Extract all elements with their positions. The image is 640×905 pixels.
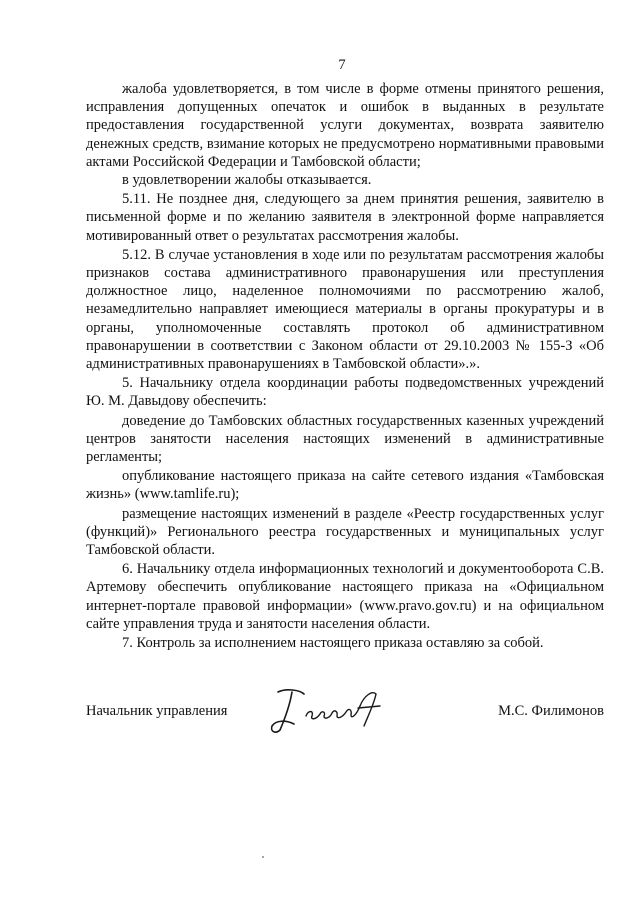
scan-speck: [262, 856, 264, 858]
paragraph-item-5: 5. Начальнику отдела координации работы подведомственных учреждений Ю. М. Давыдову обеспечить:: [86, 375, 604, 410]
page-number: 7: [338, 57, 346, 73]
signatory-position: Начальник управления: [86, 703, 228, 719]
paragraph-5-12: 5.12. В случае установления в ходе или по результатам рассмотрения жалобы признаков состава административного правонарушения или преступления должностное лицо, наделенное полномочиями по рассмотрению жалоб, незамедлительно направляет имеющиеся материалы в органы прокуратуры и в органы, уполномоченные составлять протокол об административном правонарушении в соответствии с Законом области от 29.10.2003 № 155-З «Об административных правонарушениях в Тамбовской области».».: [86, 246, 604, 373]
paragraph-5-11: 5.11. Не позднее дня, следующего за днем принятия решения, заявителю в письменной форме и по желанию заявителя в электронной форме направляется мотивированный ответ о результатах рассмотрения жалобы.: [86, 191, 604, 244]
paragraph-item-5-publish: опубликование настоящего приказа на сайте сетевого издания «Тамбовская жизнь» (www.tamlife.ru);: [86, 468, 604, 503]
paragraph-item-6: 6. Начальнику отдела информационных технологий и документооборота С.В. Артемову обеспечить опубликование настоящего приказа на «Официальном интернет-портале правовой информации» (www.pravo.gov.ru) и на официальном сайте управления труда и занятости населения области.: [86, 561, 604, 632]
signatory-name: М.С. Филимонов: [498, 703, 604, 719]
signature-block: [86, 686, 604, 746]
paragraph-complaint-refused: в удовлетворении жалобы отказывается.: [122, 172, 372, 189]
document-body: [86, 80, 604, 652]
paragraph-item-5-bring: доведение до Тамбовских областных государственных казенных учреждений центров занятости населения настоящих изменений в административные регламенты;: [86, 412, 604, 466]
handwritten-signature: [264, 686, 394, 736]
paragraph-complaint-satisfied: жалоба удовлетворяется, в том числе в форме отмены принятого решения, исправления допущенных опечаток и ошибок в выданных в результате предоставления государственной услуги документах, возврата заявителю денежных средств, взимание которых не предусмотрено нормативными правовыми актами Российской Федерации и Тамбовской области;: [86, 81, 604, 170]
paragraph-item-5-register: размещение настоящих изменений в разделе «Реестр государственных услуг (функций)» Регионального реестра государственных и муниципальных услуг Тамбовской области.: [86, 505, 604, 559]
paragraph-item-7: 7. Контроль за исполнением настоящего приказа оставляю за собой.: [122, 635, 544, 652]
